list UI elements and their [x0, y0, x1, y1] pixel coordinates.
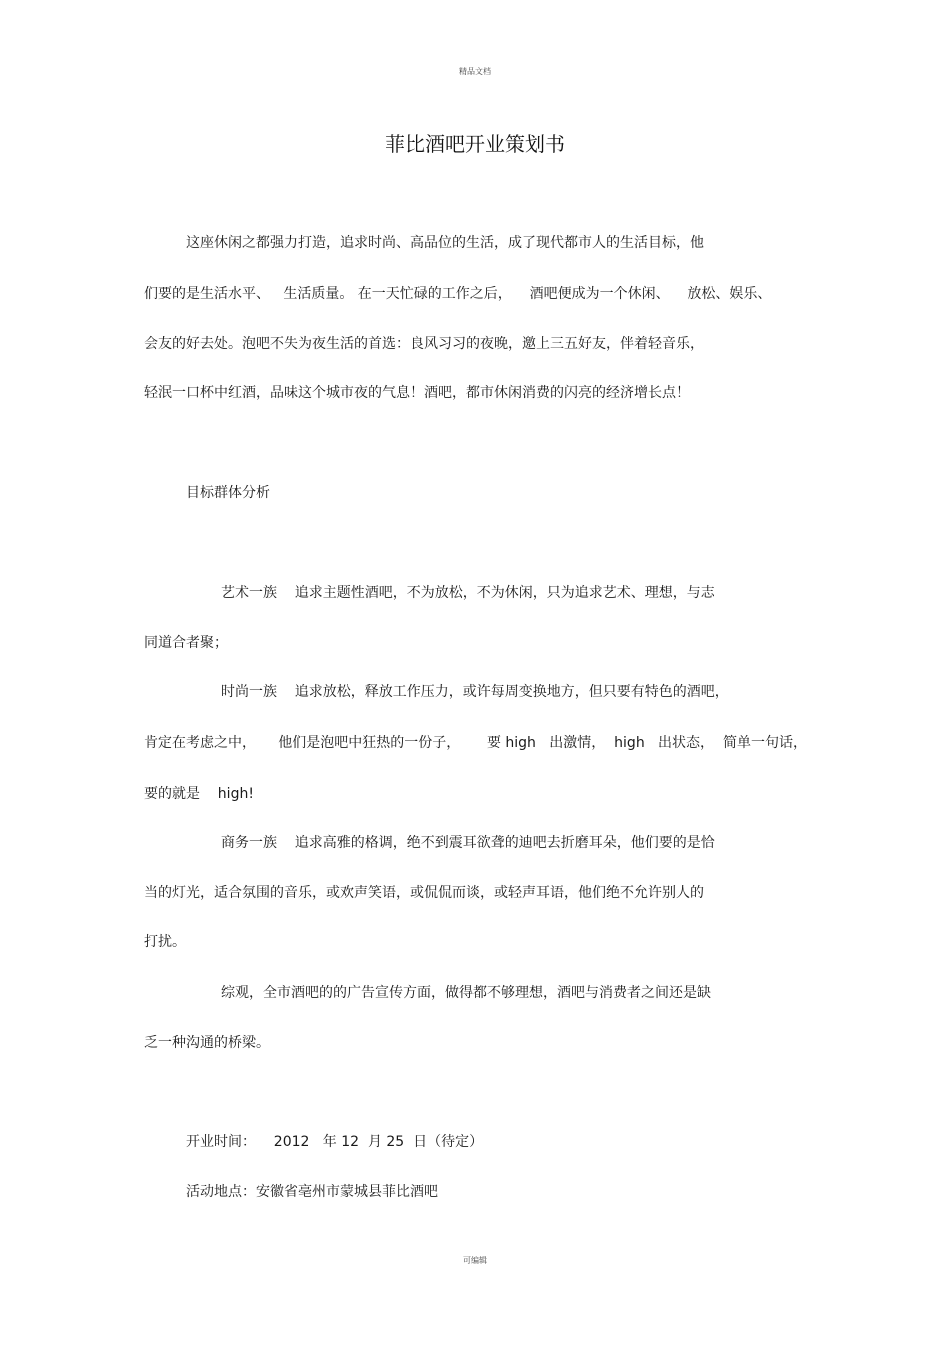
opening-time: 开业时间： 2012 年 12 月 25 日（待定） — [186, 1134, 484, 1150]
fashion-group-line-2: 肯定在考虑之中， 他们是泡吧中狂热的一份子， 要 high 出激情， high 出状态， 简单一句话， — [144, 735, 807, 751]
business-group-line-2: 当的灯光，适合氛围的音乐，或欢声笑语，或侃侃而谈，或轻声耳语，他们绝不允许别人的 — [144, 885, 704, 901]
event-location: 活动地点：安徽省亳州市蒙城县菲比酒吧 — [186, 1184, 438, 1200]
summary-line-2: 乏一种沟通的桥梁。 — [144, 1035, 270, 1051]
fashion-group-line-1: 时尚一族 追求放松，释放工作压力，或许每周变换地方，但只要有特色的酒吧， — [221, 684, 729, 700]
section-heading-target-group: 目标群体分析 — [186, 485, 270, 501]
business-group-line-3: 打扰。 — [144, 934, 186, 950]
intro-line-4: 轻泯一口杯中红酒，品味这个城市夜的气息！酒吧，都市休闲消费的闪亮的经济增长点！ — [144, 385, 690, 401]
business-group-line-1: 商务一族 追求高雅的格调，绝不到震耳欲聋的迪吧去折磨耳朵，他们要的是恰 — [221, 835, 715, 851]
intro-line-1: 这座休闲之都强力打造，追求时尚、高品位的生活，成了现代都市人的生活目标，他 — [186, 235, 704, 251]
page-footer: 可编辑 — [463, 1256, 487, 1265]
intro-line-2: 们要的是生活水平、 生活质量。 在一天忙碌的工作之后， 酒吧便成为一个休闲、 放松、娱乐、 — [144, 286, 772, 302]
art-group-line-2: 同道合者聚； — [144, 635, 228, 651]
document-title: 菲比酒吧开业策划书 — [385, 132, 565, 156]
page-header: 精品文档 — [459, 67, 491, 76]
intro-line-3: 会友的好去处。泡吧不失为夜生活的首选：良风习习的夜晚，邀上三五好友，伴着轻音乐， — [144, 336, 704, 352]
art-group-line-1: 艺术一族 追求主题性酒吧，不为放松，不为休闲，只为追求艺术、理想，与志 — [221, 585, 715, 601]
fashion-group-line-3: 要的就是 high! — [144, 786, 254, 802]
summary-line-1: 综观，全市酒吧的的广告宣传方面，做得都不够理想，酒吧与消费者之间还是缺 — [221, 985, 711, 1001]
